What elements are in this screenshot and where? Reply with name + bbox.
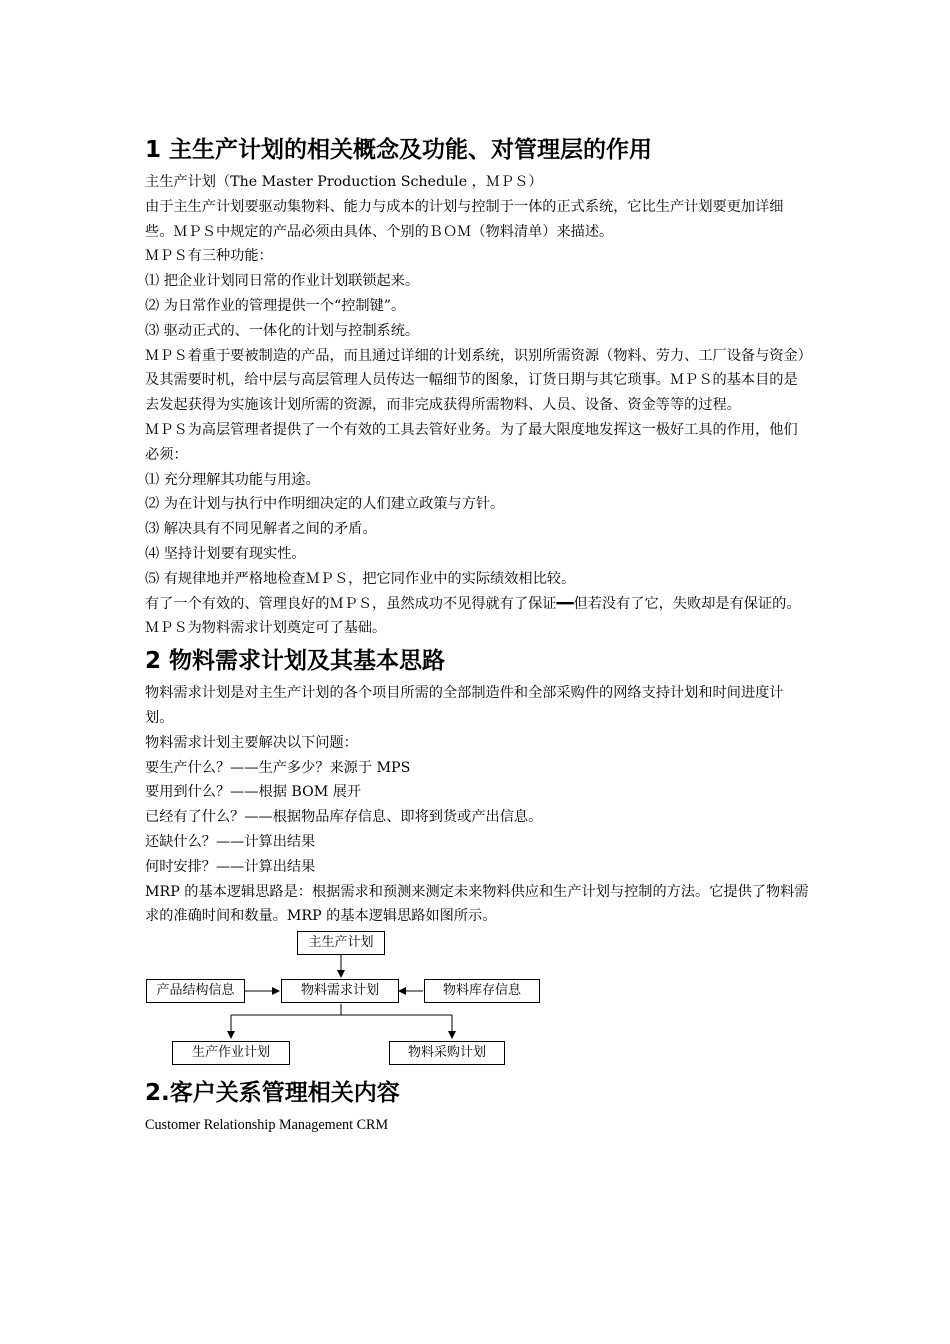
paragraph: Customer Relationship Management CRM	[145, 1117, 389, 1134]
section3-title: 2.客户关系管理相关内容	[145, 1080, 400, 1107]
paragraph: 主生产计划（The Master Production Schedule ，ＭＰＳ）	[145, 174, 543, 190]
purchase-plan-box: 物料采购计划	[389, 1041, 505, 1065]
question-line: 还缺什么？——计算出结果	[145, 833, 316, 850]
question-line: 要用到什么？——根据 BOM 展开	[145, 784, 362, 801]
section1-body	[145, 170, 810, 641]
paragraph: 物料需求计划是对主生产计划的各个项目所需的全部制造件和全部采购件的网络支持计划和时间进度计划。	[145, 685, 784, 726]
mrp-box: 物料需求计划	[281, 979, 399, 1003]
paragraph: 有了一个有效的、管理良好的ＭＰＳ，虽然成功不见得就有了保证━━但若没有了它，失败却是有保证的。	[145, 595, 801, 612]
production-plan-box: 生产作业计划	[172, 1041, 290, 1065]
question-line: 要生产什么？——生产多少？来源于 MPS	[145, 759, 411, 776]
section2-title: 2 物料需求计划及其基本思路	[145, 648, 446, 675]
product-structure-box: 产品结构信息	[146, 979, 245, 1003]
list-item: ⑶ 解决具有不同见解者之间的矛盾。	[145, 521, 377, 538]
paragraph: MRP 的基本逻辑思路是：根据需求和预测来测定未来物料供应和生产计划与控制的方法。它提供了物料需求的准确时间和数量。MRP 的基本逻辑思路如图所示。	[145, 883, 809, 925]
document-page	[145, 128, 810, 1138]
section1-title: 1 主生产计划的相关概念及功能、对管理层的作用	[145, 137, 653, 163]
list-item: ⑸ 有规律地并严格地检查ＭＰＳ，把它同作业中的实际绩效相比较。	[145, 570, 576, 587]
paragraph: 物料需求计划主要解决以下问题：	[145, 734, 358, 751]
paragraph: 由于主生产计划要驱动集物料、能力与成本的计划与控制于一体的正式系统，它比生产计划要更加详细些。ＭＰＳ中规定的产品必须由具体、个别的ＢＯＭ（物料清单）来描述。	[145, 198, 784, 240]
list-item: ⑶ 驱动正式的、一体化的计划与控制系统。	[145, 322, 420, 339]
list-item: ⑷ 坚持计划要有现实性。	[145, 545, 306, 562]
list-item: ⑴ 把企业计划同日常的作业计划联锁起来。	[145, 273, 420, 290]
section2-body	[145, 681, 810, 929]
question-line: 已经有了什么？——根据物品库存信息、即将到货或产出信息。	[145, 809, 543, 826]
paragraph: ＭＰＳ为高层管理者提供了一个有效的工具去管好业务。为了最大限度地发挥这一极好工具的作用，他们必须：	[145, 421, 798, 463]
master-schedule-box: 主生产计划	[297, 931, 385, 955]
paragraph: ＭＰＳ为物料需求计划奠定可了基础。	[145, 620, 387, 637]
paragraph: ＭＰＳ着重于要被制造的产品，而且通过详细的计划系统，识别所需资源（物料、劳力、工厂设备与资金）及其需要时机，给中层与高层管理人员传达一幅细节的图象，订货日期与其它琐事。ＭＰＳ的基本目的是去发起获得为实施该计划所需的资源，而非完成获得所需物料、人员、设备、资金等等的过程。	[145, 347, 805, 414]
section3-body	[145, 1113, 810, 1138]
list-item: ⑴ 充分理解其功能与用途。	[145, 471, 320, 488]
inventory-box: 物料库存信息	[424, 979, 540, 1003]
list-item: ⑵ 为日常作业的管理提供一个“控制键”。	[145, 297, 406, 314]
list-item: ⑵ 为在计划与执行中作明细决定的人们建立政策与方针。	[145, 496, 505, 513]
paragraph: ＭＰＳ有三种功能：	[145, 248, 273, 265]
mrp-logic-diagram	[145, 931, 810, 1073]
question-line: 何时安排？——计算出结果	[145, 858, 316, 875]
